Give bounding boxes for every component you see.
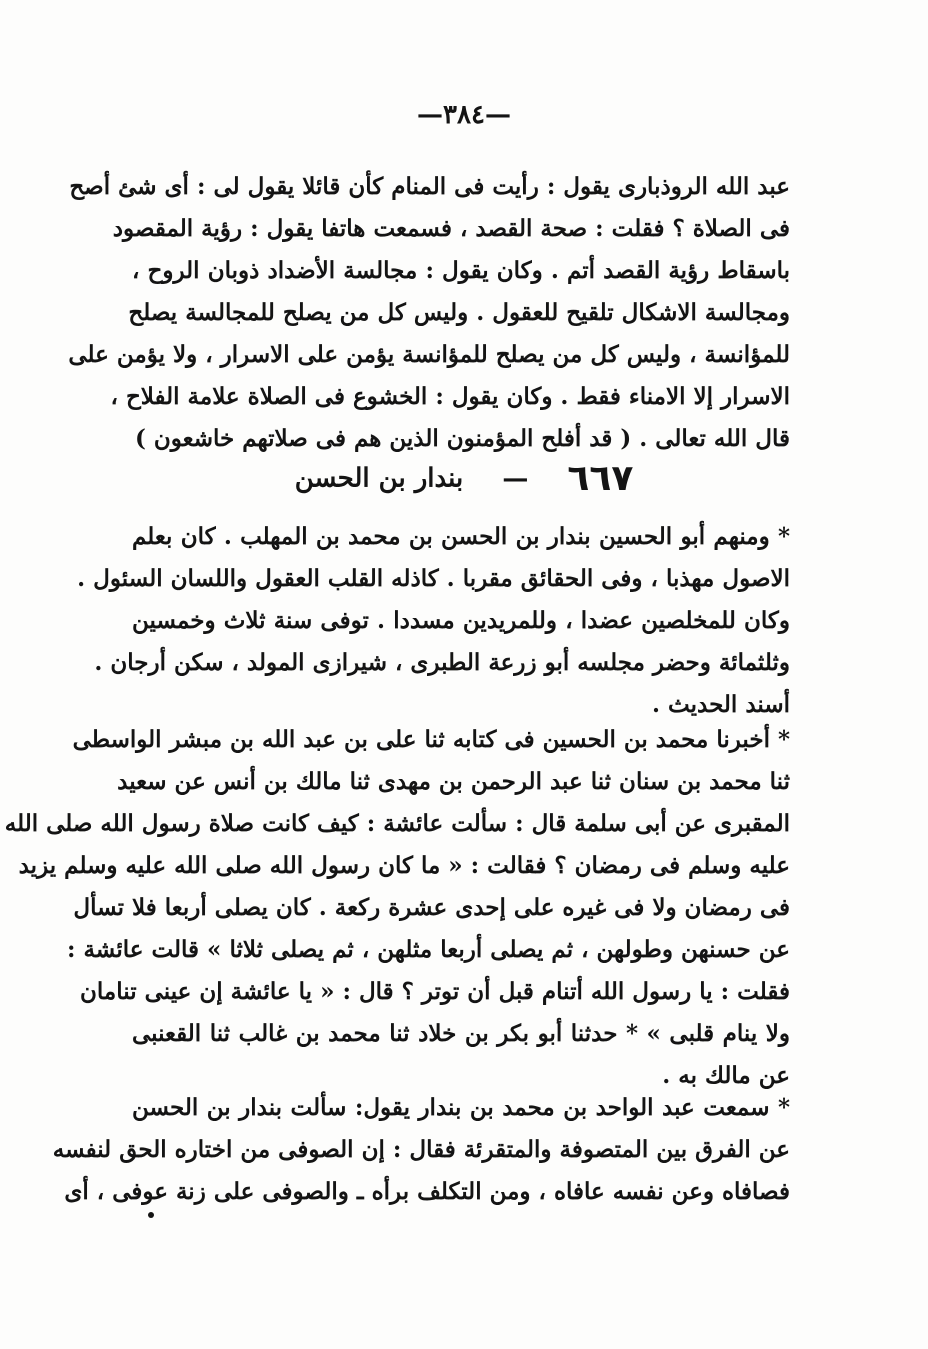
text-line: فى رمضان ولا فى غيره على إحدى عشرة ركعة . كان يصلى أربعا فلا تسأل <box>73 894 790 921</box>
text-line: فصافاه وعن نفسه عافاه ، ومن التكلف برأه ـ والصوفى على زنة عوفى ، أى <box>64 1178 790 1205</box>
text-line: * ومنهم أبو الحسين بندار بن الحسن بن محمد بن المهلب . كان بعلم <box>132 523 790 550</box>
entry-name: بندار بن الحسن <box>294 463 464 494</box>
text-line: الاسرار إلا الامناء فقط . وكان يقول : الخشوع فى الصلاة علامة الفلاح ، <box>110 383 790 410</box>
text-line: وكان للمخلصين عضدا ، وللمريدين مسددا . توفى سنة ثلاث وخمسين <box>132 607 790 634</box>
text-line: عن حسنهن وطولهن ، ثم يصلى أربعا مثلهن ، ثم يصلى ثلاثا » قالت عائشة : <box>66 936 790 963</box>
text-line: للمؤانسة ، وليس كل من يصلح للمؤانسة يؤمن على الاسرار ، ولا يؤمن على <box>68 341 790 368</box>
text-line: * سمعت عبد الواحد بن محمد بن بندار يقول: سألت بندار بن الحسن <box>132 1094 790 1121</box>
text-line: فقلت : يا رسول الله أتنام قبل أن توتر ؟ قال : « يا عائشة إن عينى تنامان <box>80 978 790 1005</box>
paragraph-2 <box>77 516 790 726</box>
paragraph-3 <box>4 719 790 1097</box>
text-line: المقبرى عن أبى سلمة قال : سألت عائشة : كيف كانت صلاة رسول الله صلى الله <box>4 810 790 837</box>
text-line: عبد الله الروذبارى يقول : رأيت فى المنام كأن قائلا يقول لى : أى شئ أصح <box>69 173 790 200</box>
entry-heading <box>0 458 928 499</box>
paragraph-4 <box>52 1087 790 1213</box>
text-line: * أخبرنا محمد بن الحسين فى كتابه ثنا على بن عبد الله بن مبشر الواسطى <box>72 726 790 753</box>
entry-number: ٦٦٧ <box>567 458 634 499</box>
ink-dot <box>148 1212 154 1218</box>
text-line: ولا ينام قلبى » * حدثنا أبو بكر بن خلاد ثنا محمد بن غالب ثنا القعنبى <box>132 1020 790 1047</box>
text-line: وثلثمائة وحضر مجلسه أبو زرعة الطبرى ، شيرازى المولد ، سكن أرجان . <box>94 649 790 676</box>
text-line: باسقاط رؤية القصد أتم . وكان يقول : مجالسة الأضداد ذوبان الروح ، <box>132 257 790 284</box>
text-line: عليه وسلم فى رمضان ؟ فقالت : « ما كان رسول الله صلى الله عليه وسلم يزيد <box>18 852 790 879</box>
text-line: قال الله تعالى . ( قد أفلح المؤمنون الذين هم فى صلاتهم خاشعون ) <box>134 425 790 452</box>
heading-separator: — <box>502 463 529 494</box>
text-line: ثنا محمد بن سنان ثنا عبد الرحمن بن مهدى ثنا مالك بن أنس عن سعيد <box>117 768 790 795</box>
text-line: الاصول مهذبا ، وفى الحقائق مقربا . كاذله القلب العقول واللسان السئول . <box>77 565 790 592</box>
text-line: أسند الحديث . <box>652 691 790 718</box>
text-line: فى الصلاة ؟ فقلت : صحة القصد ، فسمعت هاتفا يقول : رؤية المقصود <box>112 215 790 242</box>
text-line: ومجالسة الاشكال تلقيح للعقول . وليس كل من يصلح للمجالسة يصلح <box>128 299 790 326</box>
paragraph-1 <box>68 166 790 460</box>
page-number: —٣٨٤— <box>417 100 511 130</box>
text-line: عن الفرق بين المتصوفة والمتقرئة فقال : إن الصوفى من اختاره الحق لنفسه <box>52 1136 790 1163</box>
text-line: عن مالك به . <box>662 1062 790 1089</box>
